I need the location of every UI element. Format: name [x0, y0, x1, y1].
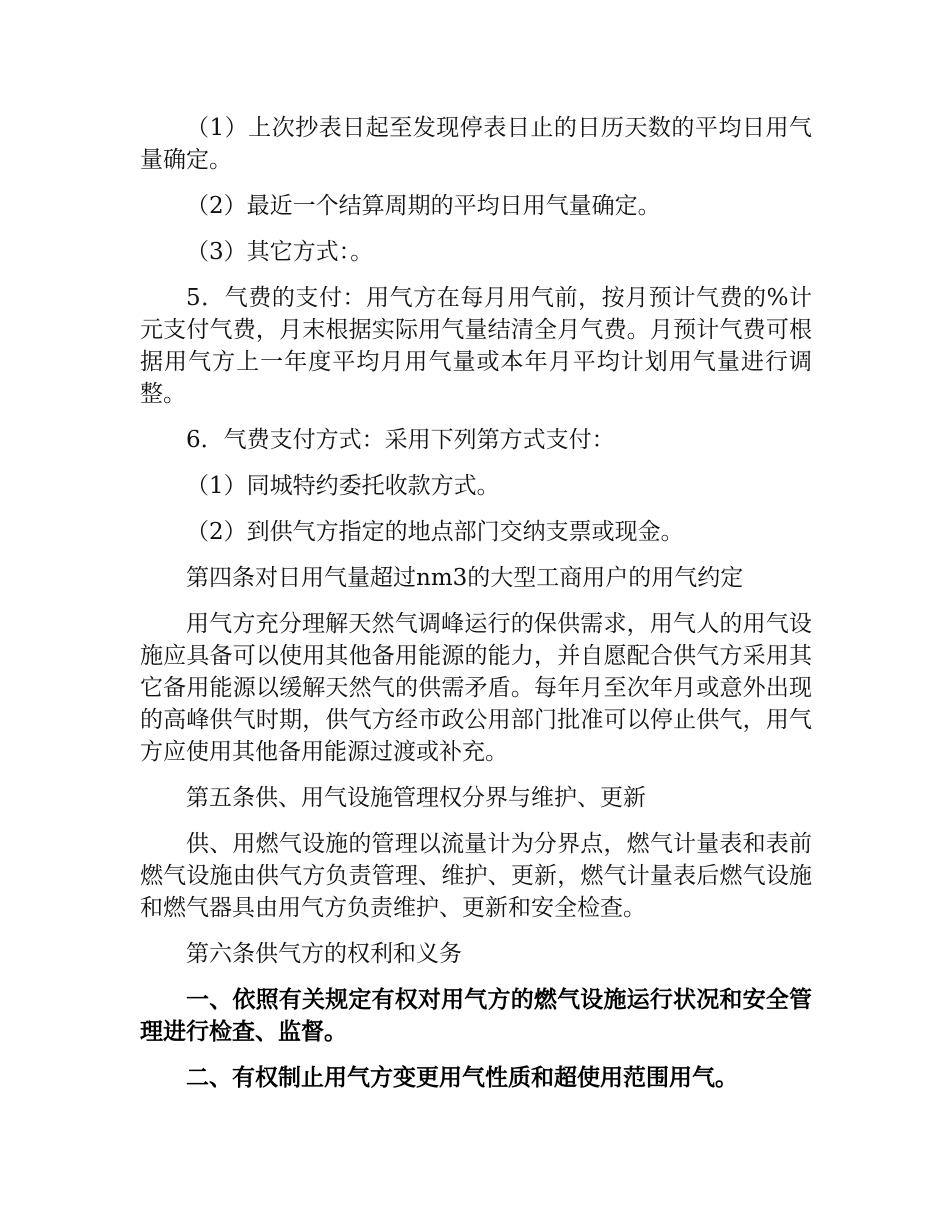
article-4-body: 用气方充分理解天然气调峰运行的保供需求，用气人的用气设施应具备可以使用其他备用能源的能力，并自愿配合供气方采用其它备用能源以缓解天然气的供需矛盾。每年月至次年月或意外出现的高峰供气时期，供气方经市政公用部门批准可以停止供气，用气方应使用其他备用能源过渡或补充。	[140, 611, 812, 765]
document-body	[140, 112, 812, 1108]
article-5-heading: 第五条供、用气设施管理权分界与维护、更新	[186, 785, 646, 811]
paragraph-payment-method: 6．气费支付方式：采用下列第方式支付：	[186, 427, 615, 453]
article-6-clause-1: 一、依照有关规定有权对用气方的燃气设施运行状况和安全管理进行检查、监督。	[140, 987, 812, 1045]
article-5-body: 供、用燃气设施的管理以流量计为分界点，燃气计量表和表前燃气设施由供气方负责管理、维护、更新，燃气计量表后燃气设施和燃气器具由用气方负责维护、更新和安全检查。	[140, 831, 812, 921]
paragraph-fee-payment: 5．气费的支付：用气方在每月用气前，按月预计气费的%计元支付气费，月末根据实际用气量结清全月气费。月预计气费可根据用气方上一年度平均月用气量或本年月平均计划用气量进行调整。	[140, 285, 812, 407]
paragraph-payment-option-1: （1）同城特约委托收款方式。	[186, 473, 500, 499]
paragraph-meter-stop-option-3: （3）其它方式：。	[186, 239, 374, 265]
article-6-clause-2: 二、有权制止用气方变更用气性质和超使用范围用气。	[186, 1065, 738, 1091]
paragraph-payment-option-2: （2）到供气方指定的地点部门交纳支票或现金。	[186, 519, 684, 545]
article-6-heading: 第六条供气方的权利和义务	[186, 941, 462, 967]
article-4-heading: 第四条对日用气量超过nm3的大型工商用户的用气约定	[186, 565, 744, 591]
paragraph-meter-stop-option-1: （1）上次抄表日起至发现停表日止的日历天数的平均日用气量确定。	[140, 115, 812, 173]
paragraph-meter-stop-option-2: （2）最近一个结算周期的平均日用气量确定。	[186, 193, 661, 219]
